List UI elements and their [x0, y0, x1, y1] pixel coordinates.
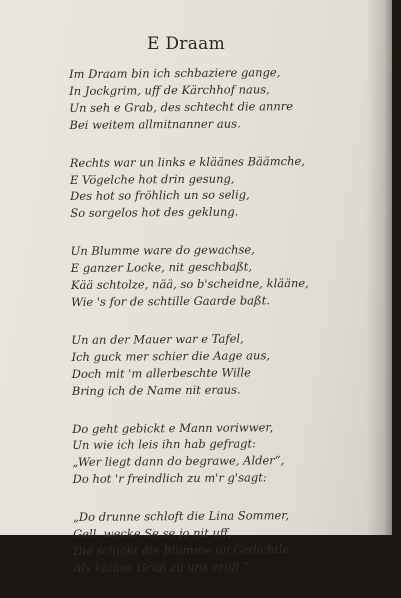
verse-line: So sorgelos hot des geklung.: [70, 204, 239, 221]
verse-line: E Vögelche hot drin gesung,: [69, 171, 235, 187]
verse-line: Do hot 'r freindlich zu m'r g'sagt:: [72, 470, 267, 487]
stanza-3: [71, 241, 372, 311]
stanza-2: [70, 152, 371, 222]
page-gutter-shadow: [366, 0, 392, 535]
verse-line: Des hot so fröhlich un so selig,: [70, 187, 250, 204]
verse-line: Als kläänc Gruß zu uns eruff.“: [73, 559, 250, 575]
verse-line: Gell, wecke Se se jo nit uff,: [73, 525, 232, 542]
verse-line: Rechts war un links e kläänes Bäämche,: [69, 153, 305, 170]
verse-line: Un an der Mauer war e Tafel,: [71, 331, 244, 347]
verse-line: „Wer liegt dann do begrawe, Alder“,: [72, 453, 285, 470]
verse-line: Kää schtolze, nää, so b'scheidne, klääne,: [70, 275, 309, 293]
verse-line: Wie 's for de schtille Gaarde baßt.: [70, 293, 271, 309]
verse-line: Bring ich de Name nit eraus.: [71, 382, 241, 398]
stanza-1: [69, 63, 370, 133]
verse-line: Un seh e Grab, des schtecht die annre: [69, 98, 294, 115]
verse-line: „Do drunne schloft die Lina Sommer,: [72, 508, 290, 525]
verse-line: In Jockgrim, uff de Kärchhof naus,: [69, 82, 270, 98]
verse-line: Die schickt die Blumme un Gedichtle: [73, 542, 290, 558]
stanza-4: [71, 329, 372, 399]
verse-line: Doch mit 'm allerbeschte Wille: [71, 365, 251, 381]
verse-line: Im Draam bin ich schbaziere gange,: [69, 65, 281, 81]
verse-line: Un Blumme ware do gewachse,: [70, 242, 255, 259]
stanza-6: [73, 506, 374, 576]
stanza-5: [72, 418, 373, 488]
verse-line: Ich guck mer schier die Aage aus,: [71, 348, 271, 364]
verse-line: E ganzer Locke, nit geschbaßt,: [70, 259, 253, 276]
poem-title: E Draam: [146, 34, 226, 54]
verse-line: Un wie ich leis ihn hab gefragt:: [72, 436, 257, 453]
verse-line: Bei weitem allmitnanner aus.: [69, 116, 241, 132]
verse-line: Do geht gebickt e Mann voriwwer,: [72, 419, 274, 436]
poem-body: [69, 63, 374, 597]
